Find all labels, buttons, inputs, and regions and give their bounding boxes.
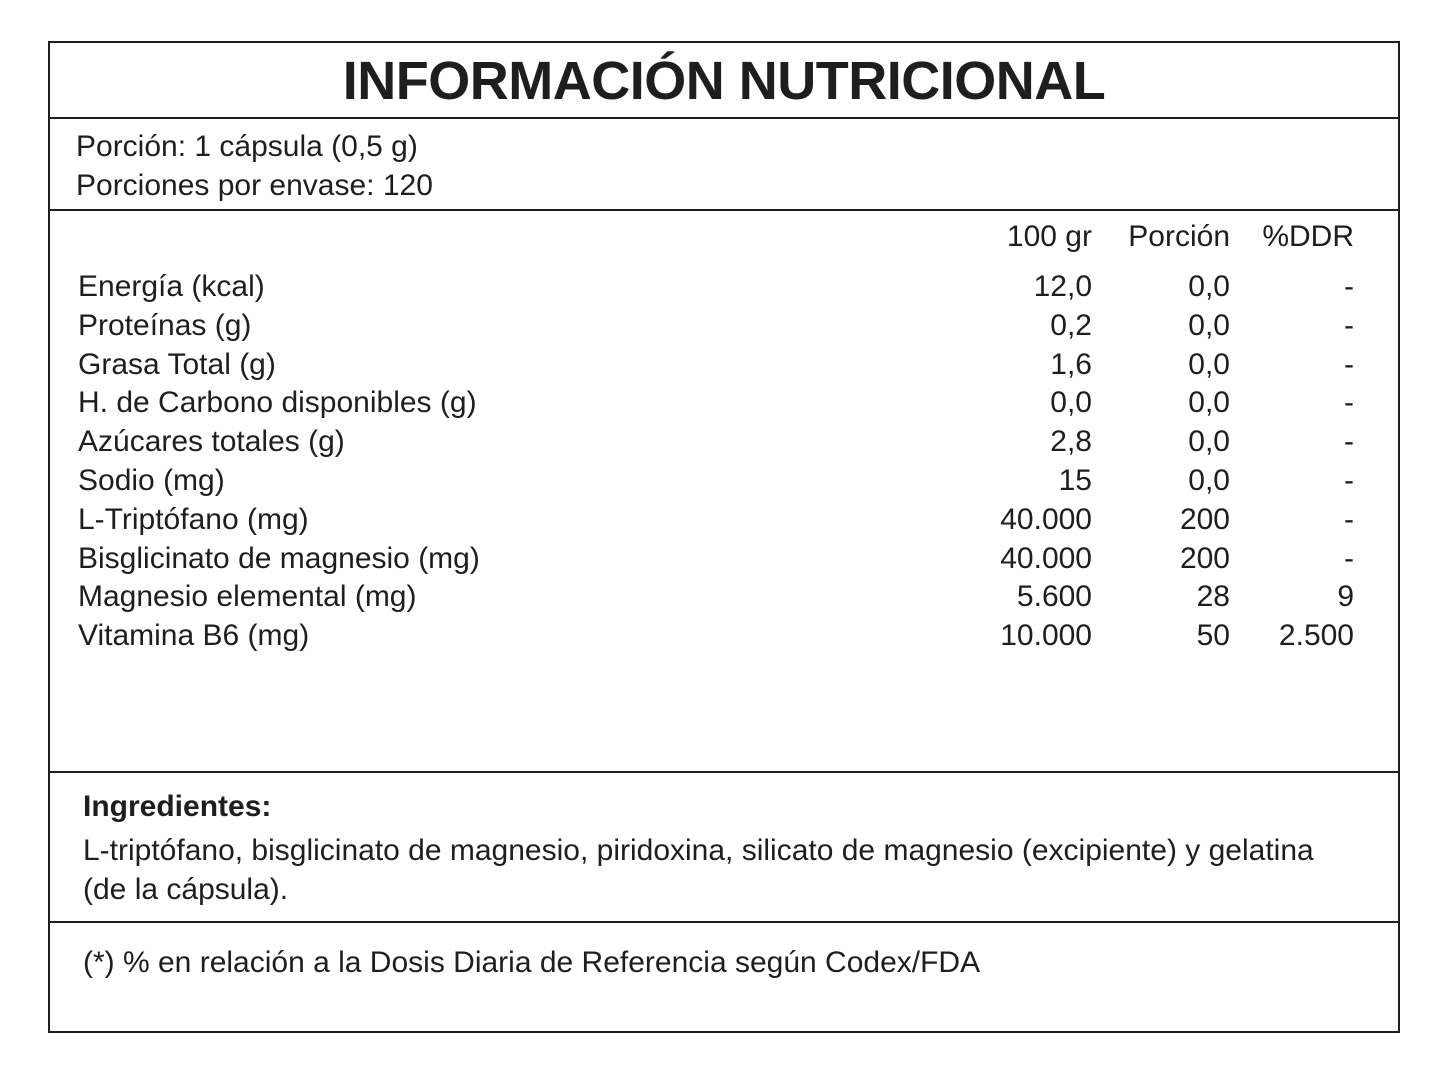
- nutrient-name: Energía (kcal): [78, 270, 265, 303]
- nutrient-name: Magnesio elemental (mg): [78, 580, 417, 614]
- nutrient-table-section: [50, 211, 1398, 773]
- servings-per-package: Porciones por envase: 120: [76, 169, 433, 202]
- footnote-section: [50, 923, 1398, 1031]
- nutrient-per-portion: 0,0: [1188, 347, 1230, 381]
- label-title: INFORMACIÓN NUTRICIONAL: [342, 51, 1106, 111]
- nutrition-label: [48, 41, 1400, 1033]
- nutrient-per-100g: 15: [1058, 463, 1092, 497]
- table-row: [78, 384, 1354, 423]
- nutrient-ddr: 9: [1337, 580, 1354, 614]
- nutrient-per-portion: 0,0: [1188, 308, 1230, 342]
- nutrient-ddr: -: [1344, 347, 1354, 381]
- nutrient-ddr: -: [1344, 502, 1354, 536]
- table-header-row: [78, 217, 1354, 268]
- table-row: [78, 307, 1354, 346]
- nutrient-per-100g: 2,8: [1050, 425, 1092, 459]
- nutrient-ddr: -: [1344, 270, 1354, 303]
- table-row: [78, 462, 1354, 501]
- nutrient-per-100g: 1,6: [1050, 347, 1092, 381]
- table-row: [78, 423, 1354, 462]
- nutrient-name: Sodio (mg): [78, 463, 225, 497]
- serving-size: Porción: 1 cápsula (0,5 g): [76, 130, 418, 163]
- nutrient-name: Bisglicinato de magnesio (mg): [78, 541, 480, 575]
- nutrient-name: H. de Carbono disponibles (g): [78, 386, 477, 420]
- nutrient-per-portion: 0,0: [1188, 463, 1230, 497]
- nutrient-per-100g: 40.000: [1000, 502, 1092, 536]
- nutrient-name: Grasa Total (g): [78, 347, 276, 381]
- nutrient-per-portion: 0,0: [1188, 270, 1230, 303]
- nutrient-per-100g: 12,0: [1033, 270, 1092, 303]
- header-ddr: %DDR: [1262, 220, 1354, 253]
- nutrient-ddr: -: [1344, 463, 1354, 497]
- nutrient-per-100g: 5.600: [1016, 580, 1092, 614]
- table-row: [78, 268, 1354, 307]
- nutrient-per-100g: 0,0: [1050, 386, 1092, 420]
- header-per-100g: 100 gr: [1006, 220, 1092, 253]
- header-name: [78, 217, 994, 268]
- nutrient-ddr: -: [1344, 308, 1354, 342]
- nutrient-ddr: 2.500: [1278, 619, 1354, 653]
- nutrient-name: Azúcares totales (g): [78, 425, 345, 459]
- nutrient-per-portion: 200: [1179, 502, 1230, 536]
- nutrient-per-portion: 0,0: [1188, 386, 1230, 420]
- table-row: [78, 617, 1354, 656]
- table-row: [78, 501, 1354, 540]
- title-section: [50, 43, 1398, 119]
- nutrient-per-portion: 0,0: [1188, 425, 1230, 459]
- nutrient-per-100g: 0,2: [1050, 308, 1092, 342]
- nutrient-per-portion: 50: [1196, 619, 1230, 653]
- serving-section: [50, 119, 1398, 211]
- nutrient-per-100g: 10.000: [1000, 619, 1092, 653]
- nutrient-ddr: -: [1344, 425, 1354, 459]
- nutrient-rows: [78, 268, 1354, 656]
- nutrient-per-portion: 200: [1179, 541, 1230, 575]
- nutrient-name: L-Triptófano (mg): [78, 502, 309, 536]
- header-per-portion: Porción: [1128, 220, 1230, 253]
- ingredients-section: [50, 773, 1398, 923]
- table-row: [78, 540, 1354, 579]
- table-row: [78, 346, 1354, 385]
- nutrient-per-portion: 28: [1196, 580, 1230, 614]
- nutrient-per-100g: 40.000: [1000, 541, 1092, 575]
- nutrient-ddr: -: [1344, 541, 1354, 575]
- nutrient-ddr: -: [1344, 386, 1354, 420]
- table-row: [78, 578, 1354, 617]
- ingredients-text: L-triptófano, bisglicinato de magnesio, piridoxina, silicato de magnesio (excipiente) y gelatina (de la cápsula).: [83, 834, 1314, 906]
- nutrient-table: [78, 217, 1354, 656]
- footnote-text: (*) % en relación a la Dosis Diaria de Referencia según Codex/FDA: [83, 946, 981, 979]
- ingredients-title: Ingredientes:: [83, 790, 272, 823]
- nutrient-name: Vitamina B6 (mg): [78, 619, 310, 653]
- nutrient-name: Proteínas (g): [78, 308, 252, 342]
